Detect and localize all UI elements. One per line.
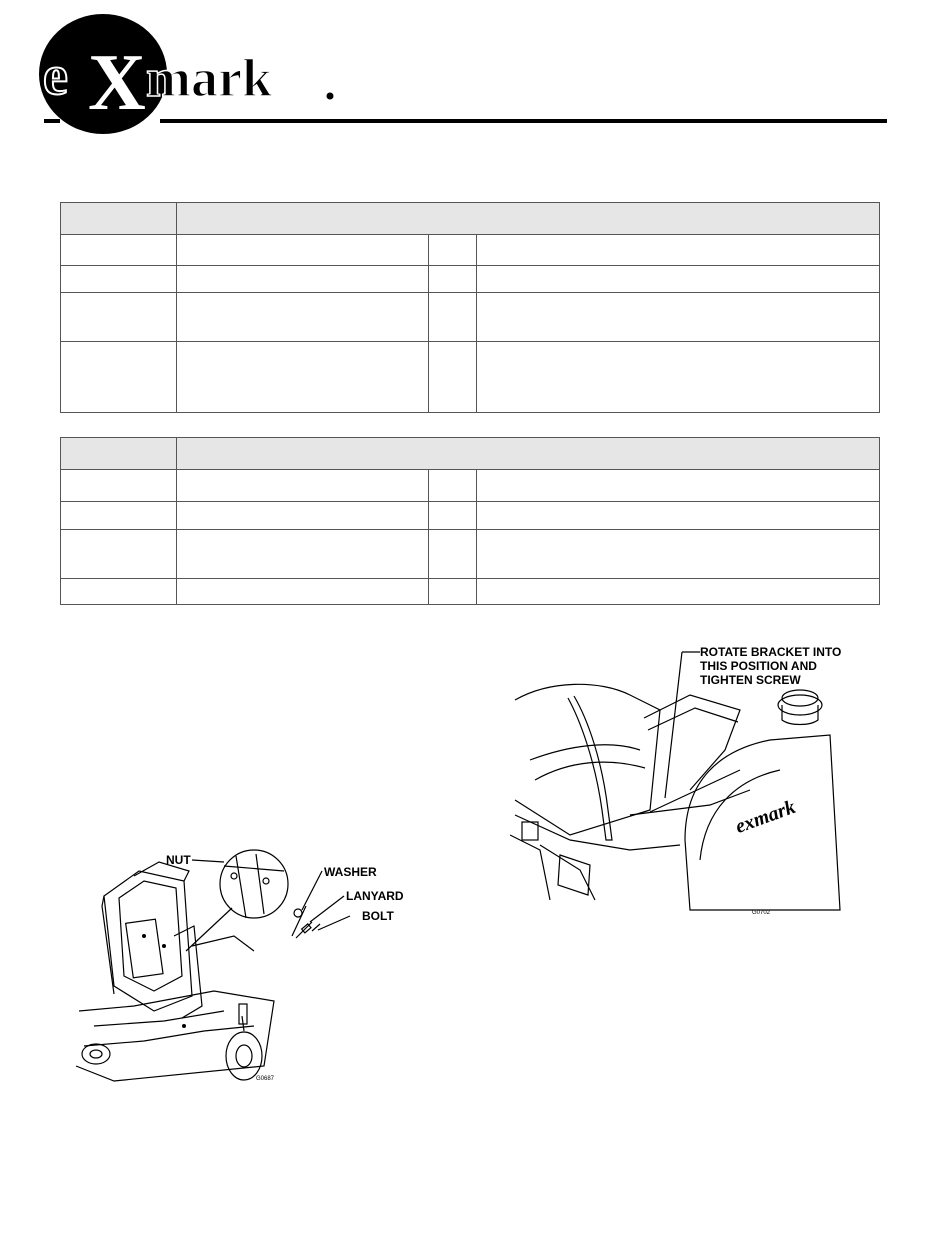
header-rule [160, 119, 887, 123]
table-row [61, 470, 880, 502]
table-row [61, 342, 880, 413]
table-header-row [61, 438, 880, 470]
callout-nut: NUT [166, 853, 191, 867]
callout-line-1: ROTATE BRACKET INTO [700, 645, 842, 659]
header-rule-left [44, 119, 60, 123]
bracket-rotate-figure [510, 640, 850, 920]
table-row [61, 502, 880, 530]
table-row [61, 293, 880, 342]
fender-logo: exmark [732, 795, 799, 838]
callout-washer: WASHER [324, 865, 377, 879]
table-row [61, 530, 880, 579]
figure-code: G0702 [752, 910, 771, 916]
svg-text:e: e [43, 45, 68, 107]
callout-lanyard: LANYARD [346, 889, 404, 903]
figure-code: G0687 [256, 1076, 275, 1082]
callout-line-3: TIGHTEN SCREW [700, 673, 801, 687]
table-row [61, 235, 880, 266]
table-row [61, 579, 880, 605]
table-header-row [61, 203, 880, 235]
svg-text:X: X [88, 39, 146, 127]
exmark-logo [38, 14, 348, 144]
lanyard-install-figure [74, 826, 414, 1086]
svg-text:mark: mark [146, 48, 272, 108]
table-row [61, 266, 880, 293]
parts-table-2 [60, 437, 880, 605]
callout-line-2: THIS POSITION AND [700, 659, 817, 673]
parts-table-1 [60, 202, 880, 413]
callout-bolt: BOLT [362, 909, 394, 923]
